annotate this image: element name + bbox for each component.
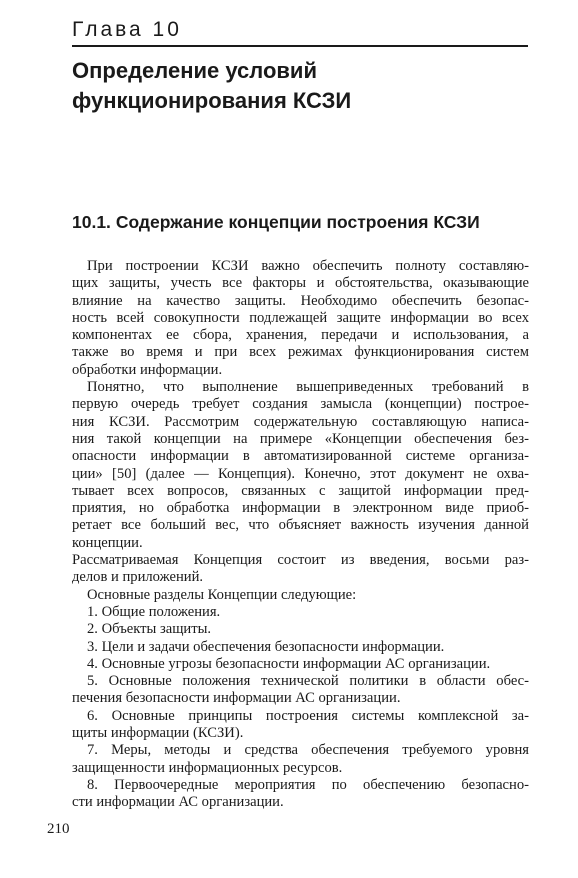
chapter-label: Глава 10 bbox=[72, 18, 182, 41]
text-line: 4. Основные угрозы безопасности информации АС организации. bbox=[87, 655, 491, 672]
text-line: ния КСЗИ. Рассмотрим содержательную составляющую написа- bbox=[72, 413, 529, 430]
text-line: При построении КСЗИ важно обеспечить полноту составляю- bbox=[87, 258, 529, 274]
paragraph bbox=[72, 379, 529, 552]
text-line: Понятно, что выполнение вышеприведенных требований в bbox=[87, 379, 529, 396]
body-text bbox=[72, 258, 529, 812]
chapter-title bbox=[72, 56, 528, 116]
paragraph bbox=[72, 742, 529, 777]
text-line: тывает всех вопросов, связанных с защитой информации пред- bbox=[72, 482, 529, 499]
text-line: 2. Объекты защиты. bbox=[87, 621, 212, 638]
text-line: обработки информации. bbox=[72, 361, 223, 378]
text-line: компонентах ее сбора, хранения, передачи и использования, а bbox=[72, 327, 529, 344]
text-line: приятия, но обработка информации в электронном виде приоб- bbox=[72, 500, 529, 517]
paragraph bbox=[72, 604, 529, 621]
paragraph bbox=[72, 552, 529, 587]
paragraph bbox=[72, 777, 529, 812]
paragraph bbox=[72, 708, 529, 743]
text-line: ции» [50] (далее — Концепция). Конечно, этот документ не охва- bbox=[72, 465, 529, 482]
text-line: 5. Основные положения технической политики в области обес- bbox=[87, 673, 529, 690]
paragraph bbox=[72, 587, 529, 604]
text-line: влияние на качество защиты. Необходимо обеспечить безопас- bbox=[72, 292, 529, 309]
section-title bbox=[72, 212, 542, 233]
text-line: щиты информации (КСЗИ). bbox=[72, 725, 244, 742]
text-line: также во время и при всех режимах функционирования систем bbox=[72, 344, 529, 361]
paragraph bbox=[72, 639, 529, 656]
text-line: 8. Первоочередные мероприятия по обеспечению безопасно- bbox=[87, 776, 529, 793]
text-line: делов и приложений. bbox=[72, 569, 204, 586]
text-line: ния такой концепции на примере «Концепции обеспечения без- bbox=[72, 430, 529, 447]
text-line: 7. Меры, методы и средства обеспечения требуемого уровня bbox=[87, 742, 529, 759]
chapter-rule bbox=[72, 45, 528, 47]
text-line: первую очередь требует создания замысла (концепции) построе- bbox=[72, 396, 529, 413]
page-number: 210 bbox=[47, 821, 70, 837]
text-line: опасности информации в автоматизированной системе организа- bbox=[72, 448, 529, 465]
text-line: концепции. bbox=[72, 534, 143, 551]
text-line: сти информации АС организации. bbox=[72, 794, 284, 811]
text-line: 1. Общие положения. bbox=[87, 603, 221, 620]
section-number: 10.1. bbox=[72, 212, 111, 232]
text-line: защищенности информационных ресурсов. bbox=[72, 759, 343, 776]
text-line: Рассматриваемая Концепция состоит из введения, восьми раз- bbox=[72, 552, 529, 569]
section-title-text: Содержание концепции построения КСЗИ bbox=[115, 212, 480, 232]
text-line: печения безопасности информации АС организации. bbox=[72, 690, 401, 707]
paragraph bbox=[72, 673, 529, 708]
text-line: ность всей совокупности подлежащей защите информации во всех bbox=[72, 309, 529, 326]
text-line: 3. Цели и задачи обеспечения безопасности информации. bbox=[87, 638, 445, 655]
text-line: 6. Основные принципы построения системы комплексной за- bbox=[87, 707, 529, 724]
paragraph bbox=[72, 258, 529, 379]
paragraph bbox=[72, 621, 529, 638]
text-line: щих защиты, учесть все факторы и обстоятельства, оказывающие bbox=[72, 275, 529, 292]
text-line: Основные разделы Концепции следующие: bbox=[87, 586, 357, 603]
chapter-title-line: Определение условий bbox=[72, 58, 317, 83]
text-line: ретает все больший вес, что объясняет важность изучения данной bbox=[72, 517, 529, 534]
paragraph bbox=[72, 656, 529, 673]
chapter-title-line: функционирования КСЗИ bbox=[72, 88, 352, 113]
